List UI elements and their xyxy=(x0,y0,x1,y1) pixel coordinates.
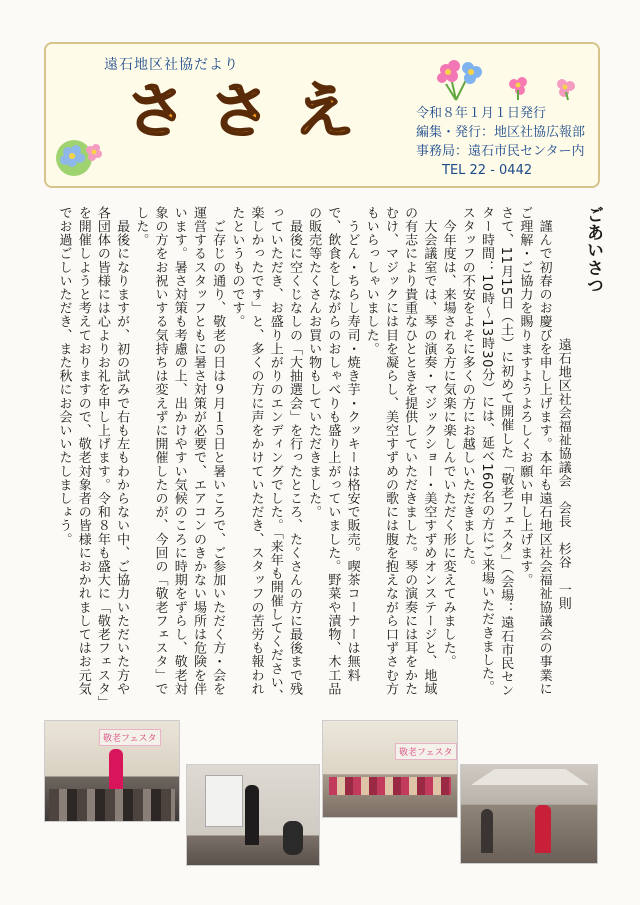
article-paragraph-5: うどん・ちらし寿司・焼き芋・クッキーは格安で販売。喫茶コーナーは無料で、飲食をしながらのおしゃべりも盛り上がっていました。野菜や漬物、木工品の販売等たくさんお買い物もしていただきました。 xyxy=(306,206,360,696)
newsletter-subtitle: 遠石地区社協だより xyxy=(104,57,239,73)
flower-small-icon-2 xyxy=(550,74,584,102)
article-paragraph-3: 今年度は、来場される方に気楽に楽しんでいただく形に変えてみました。 xyxy=(440,206,456,669)
issue-date: 令和８年１月１日発行 xyxy=(416,106,547,121)
festa-banner-2: 敬老フェスタ xyxy=(395,743,457,760)
masthead xyxy=(44,42,600,188)
article-paragraph-2: さて、11月15日（土）に初めて開催した「敬老フェスタ」（会場：遠石市民センター時間：10時～13時30分）には、延べ160名の方にご来場いただきました。スタッフの不安をよそに多くの方にお越しいただきました。 xyxy=(459,206,514,698)
flower-bouquet-icon xyxy=(426,54,490,102)
tel-line: TEL 22 - 0442 xyxy=(442,163,533,178)
article-heading: ごあいさつ xyxy=(583,206,603,294)
photo-stage-singer xyxy=(44,720,180,822)
article-paragraph-7: ご存じの通り、敬老の日は９月１５日と暑いころで、ご参加いただく方・会を運営するスタッフともに暑さ対策が必要で、エアコンのきかない場所は危険を伴います。暑さ対策も考慮の上、出かけやすい気候のころに時期をずらし、敬老対象の方をお祝いする気持ちは変えずに開催したのが、今回の「敬老フェスタ」でした。 xyxy=(133,206,226,696)
article-author: 遠石地区社会福祉協議会 会長 杉谷 一則 xyxy=(555,338,571,610)
photo-koto-performance xyxy=(322,720,458,818)
article-paragraph-4: 大会議室では、琴の演奏・マジックショー・美空すずめオンステージと、地域の有志により貴重なひとときを提供していただきました。琴の演奏には耳をかたむけ、マジックには目を凝らし、美空すずめの歌には腹を抱えながら口ずさむ方もいらっしゃいました。 xyxy=(363,206,437,696)
photo-magic-show xyxy=(186,764,320,866)
office-line: 事務局：遠石市民センター内 xyxy=(416,144,585,159)
article-paragraph-1: 謹んで初春のお慶びを申し上げます。本年も遠石地区社会福祉協議会の事業にご理解・ご協力を賜りますようよろしくお願い申し上げます。 xyxy=(517,206,552,696)
editor-line: 編集・発行：地区社協広報部 xyxy=(416,125,586,140)
publication-info xyxy=(416,104,585,180)
newsletter-title: ささえ xyxy=(126,77,378,147)
festa-banner: 敬老フェスタ xyxy=(99,729,161,746)
photo-outdoor-market xyxy=(460,764,598,864)
article-paragraph-8: 最後になりますが、初の試みで右も左もわからない中、ご協力いただいた方や各団体の皆様には心よりお礼を申し上げます。令和８年も盛大に「敬老フェスタ」を開催しようと考えておりますので、敬老対象者の皆様におかれましてはお元気でお過ごしいただき、また秋にお会いいたしましょう。 xyxy=(56,206,130,703)
greeting-article xyxy=(42,206,602,706)
flower-cluster-icon xyxy=(52,132,112,182)
flower-small-icon xyxy=(504,74,538,102)
article-paragraph-6: 最後に空くじなしの「大抽選会」を行ったところ、たくさんの方に最後まで残っていただき、お盛り上がりのエンディングでした。「来年も開催してください、楽しかったです」と、多くの方に声をかけていただき、スタッフの苦労も報われたというものです。 xyxy=(229,206,302,703)
